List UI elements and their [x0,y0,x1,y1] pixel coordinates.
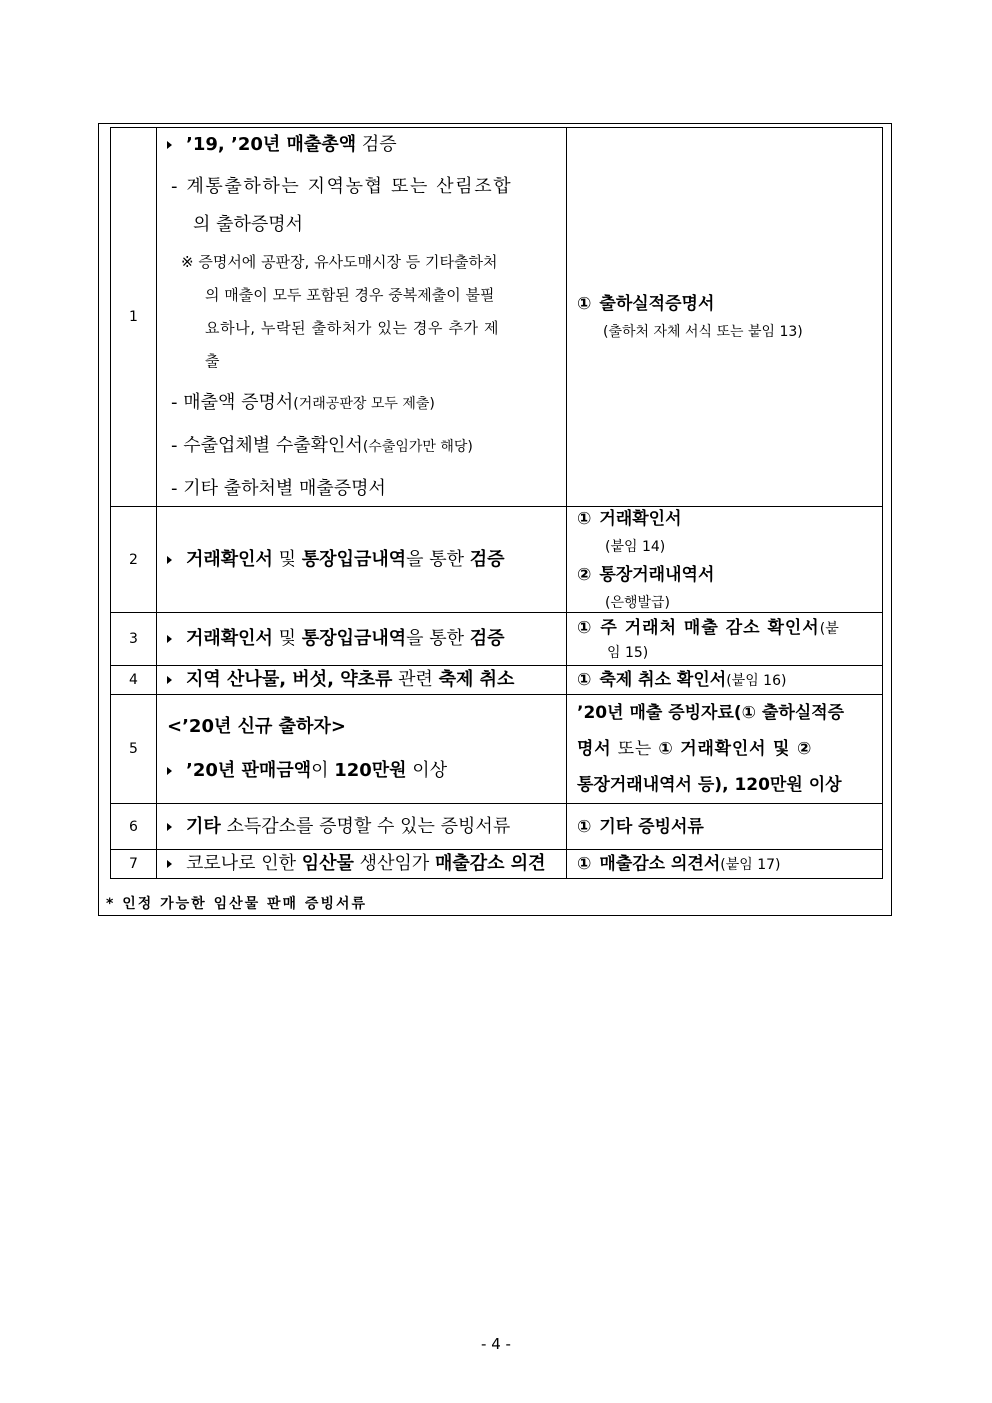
table-row [111,507,883,613]
evidence-table [110,127,883,879]
row-documents: ① 거래확인서 (붙임 14) ② 통장거래내역서 (은행발급) [567,507,883,613]
row-number: 4 [111,666,157,695]
row-number: 5 [111,695,157,804]
row-criteria [157,128,567,507]
row-number: 1 [111,128,157,507]
document-subtitle: (출하처 자체 서식 또는 붙임 13) [603,324,803,340]
row-criteria: 코로나로 인한 임산물 생산임가 매출감소 의견 [157,850,567,879]
table-row [111,666,883,695]
new-shipper-heading: <’20년 신규 출하자> [167,716,346,737]
row-criteria: 기타 소득감소를 증명할 수 있는 증빙서류 [157,804,567,850]
note-block: ※ 증명서에 공판장, 유사도매시장 등 기타출하처 의 매출이 모두 포함된 경우 중복제출이 불필 요하나, 누락된 출하처가 있는 경우 추가 제 출 [181,253,500,370]
table-footnote: * 인정 가능한 임산물 판매 증빙서류 [106,896,368,912]
row-number: 2 [111,507,157,613]
row-documents: ① 주 거래처 매출 감소 확인서(붙 임 15) [567,613,883,666]
row-criteria: <’20년 신규 출하자> ’20년 판매금액이 120만원 이상 [157,695,567,804]
triangle-bullet-icon [167,860,172,868]
criteria-heading: ’19, ’20년 매출총액 검증 [167,134,558,156]
row-number: 3 [111,613,157,666]
row-documents: ① 매출감소 의견서(붙임 17) [567,850,883,879]
row-documents: ’20년 매출 증빙자료(① 출하실적증 명서 또는 ① 거래확인서 및 ② 통장거래내역서 등), 120만원 이상 [567,695,883,804]
triangle-bullet-icon [167,676,172,684]
page-number: - 4 - [481,1335,511,1353]
row-number: 6 [111,804,157,850]
table-row [111,613,883,666]
row-documents [567,128,883,507]
table-row [111,128,883,507]
criteria-item: - 매출액 증명서(거래공판장 모두 제출) [171,392,435,413]
criteria-item: - 수출업체별 수출확인서(수출임가만 해당) [171,435,473,456]
triangle-bullet-icon [167,556,172,564]
table-row [111,695,883,804]
row-criteria: 거래확인서 및 통장입금내역을 통한 검증 [157,613,567,666]
table-row [111,850,883,879]
triangle-bullet-icon [167,635,172,643]
criteria-item: - 기타 출하처별 매출증명서 [171,478,386,499]
table-row [111,804,883,850]
triangle-bullet-icon [167,767,172,775]
row-criteria: 거래확인서 및 통장입금내역을 통한 검증 [157,507,567,613]
row-documents: ① 축제 취소 확인서(붙임 16) [567,666,883,695]
row-documents: ① 기타 증빙서류 [567,804,883,850]
document-title: ① 출하실적증명서 [577,294,715,314]
row-criteria: 지역 산나물, 버섯, 약초류 관련 축제 취소 [157,666,567,695]
triangle-bullet-icon [167,141,172,149]
row-number: 7 [111,850,157,879]
criteria-item: - 계통출하하는 지역농협 또는 산림조합 [171,176,513,197]
triangle-bullet-icon [167,823,172,831]
criteria-item-cont: 의 출하증명서 [193,214,304,235]
